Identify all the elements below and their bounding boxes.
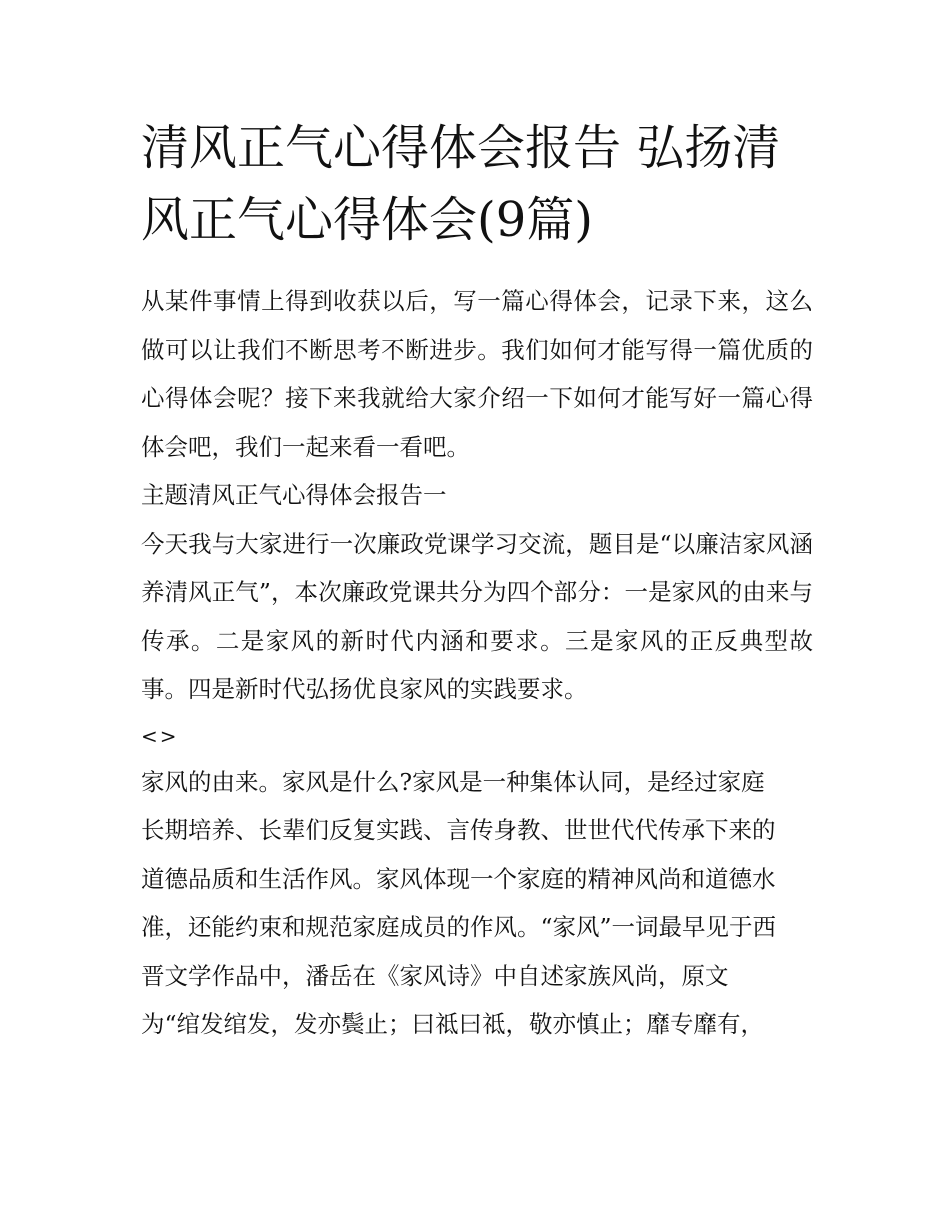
section-heading: 主题清风正气心得体会报告一 xyxy=(141,481,447,509)
paragraph-line: 长期培养、长辈们反复实践、言传身教、世世代代传承下来的 xyxy=(141,816,776,844)
broken-image-marker: <> xyxy=(141,723,179,748)
paragraph-line: 晋文学作品中，潘岳在《家风诗》中自述家族风尚，原文 xyxy=(141,961,729,990)
paragraph-line: 家风的由来。家风是什么?家风是一种集体认同，是经过家庭 xyxy=(141,767,765,796)
document-title: 清风正气心得体会报告 弘扬清风正气心得体会(9篇) xyxy=(141,120,781,248)
body-paragraph-2 xyxy=(141,758,813,1049)
paragraph-line: 准，还能约束和规范家庭成员的作风。“家风”一词最早见于西 xyxy=(141,913,777,941)
paragraph-line: 道德品质和生活作风。家风体现一个家庭的精神风尚和道德水 xyxy=(141,864,776,893)
body-paragraph-1: 今天我与大家进行一次廉政党课学习交流，题目是“以廉洁家风涵养清风正气”，本次廉政党课共分为四个部分：一是家风的由来与传承。二是家风的新时代内涵和要求。三是家风的正反典型故事。四是新时代弘扬优良家风的实践要求。 xyxy=(141,529,813,703)
paragraph-line: 为“绾发绾发，发亦鬓止；曰祗曰祗，敬亦慎止；靡专靡有， xyxy=(141,1010,765,1038)
intro-paragraph: 从某件事情上得到收获以后，写一篇心得体会，记录下来，这么做可以让我们不断思考不断进步。我们如何才能写得一篇优质的心得体会呢？接下来我就给大家介绍一下如何才能写好一篇心得体会吧，我们一起来看一看吧。 xyxy=(141,287,813,461)
document-body xyxy=(141,112,813,1049)
